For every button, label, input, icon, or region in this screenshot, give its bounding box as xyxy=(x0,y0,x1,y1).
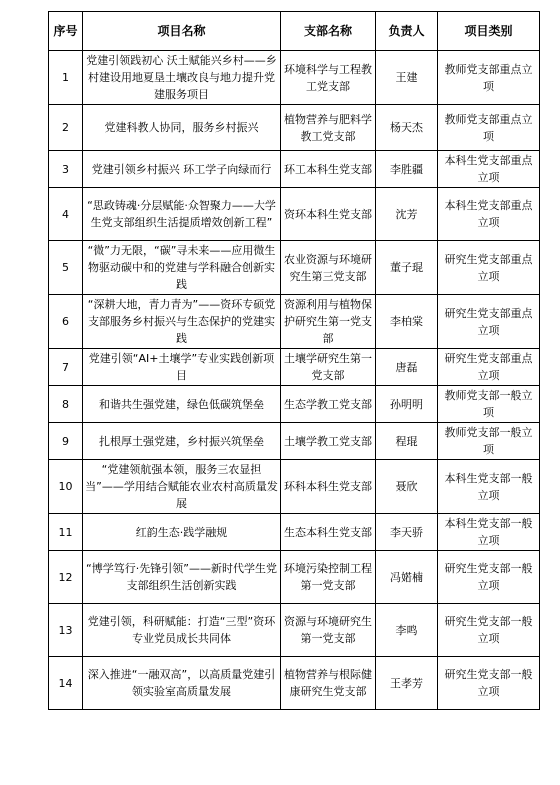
category-cell: 教师党支部重点立项 xyxy=(438,105,540,151)
row-number: 8 xyxy=(49,386,83,423)
row-number: 2 xyxy=(49,105,83,151)
category-cell: 教师党支部重点立项 xyxy=(438,51,540,105)
category-cell: 本科生党支部重点立项 xyxy=(438,151,540,188)
table-row xyxy=(49,241,540,295)
branch-name-cell: 环境科学与工程教工党支部 xyxy=(281,51,376,105)
project-name-cell: 党建引领，科研赋能：打造“三型”资环专业党员成长共同体 xyxy=(83,604,281,657)
leader-cell: 李柏棠 xyxy=(376,295,438,349)
table-row xyxy=(49,423,540,460)
leader-cell: 唐磊 xyxy=(376,349,438,386)
table-row xyxy=(49,51,540,105)
branch-name-cell: 环工本科生党支部 xyxy=(281,151,376,188)
row-number: 12 xyxy=(49,551,83,604)
project-name-cell: “党建领航强本领，服务三农显担当”——学用结合赋能农业农村高质量发展 xyxy=(83,460,281,514)
table-row xyxy=(49,514,540,551)
row-number: 14 xyxy=(49,657,83,710)
table-row xyxy=(49,349,540,386)
table-row xyxy=(49,551,540,604)
row-number: 1 xyxy=(49,51,83,105)
branch-name-cell: 环境污染控制工程第一党支部 xyxy=(281,551,376,604)
header-category: 项目类别 xyxy=(438,12,540,51)
project-name-cell: 党建引领践初心 沃土赋能兴乡村——乡村建设用地夏垦土壤改良与地力提升党建服务项目 xyxy=(83,51,281,105)
header-no: 序号 xyxy=(49,12,83,51)
header-project-name: 项目名称 xyxy=(83,12,281,51)
row-number: 7 xyxy=(49,349,83,386)
leader-cell: 杨天杰 xyxy=(376,105,438,151)
branch-name-cell: 生态本科生党支部 xyxy=(281,514,376,551)
leader-cell: 孙明明 xyxy=(376,386,438,423)
leader-cell: 李天骄 xyxy=(376,514,438,551)
category-cell: 研究生党支部一般立项 xyxy=(438,604,540,657)
row-number: 9 xyxy=(49,423,83,460)
branch-name-cell: 植物营养与肥料学教工党支部 xyxy=(281,105,376,151)
table-row xyxy=(49,460,540,514)
project-table xyxy=(48,11,540,710)
leader-cell: 程琨 xyxy=(376,423,438,460)
project-name-cell: 深入推进“一融双高”，以高质量党建引领实验室高质量发展 xyxy=(83,657,281,710)
branch-name-cell: 生态学教工党支部 xyxy=(281,386,376,423)
row-number: 6 xyxy=(49,295,83,349)
branch-name-cell: 资源利用与植物保护研究生第一党支部 xyxy=(281,295,376,349)
project-name-cell: “思政铸魂·分层赋能·众智聚力——大学生党支部组织生活提质增效创新工程” xyxy=(83,188,281,241)
table-row xyxy=(49,657,540,710)
leader-cell: 王建 xyxy=(376,51,438,105)
leader-cell: 李鸣 xyxy=(376,604,438,657)
leader-cell: 董子琨 xyxy=(376,241,438,295)
leader-cell: 聂欣 xyxy=(376,460,438,514)
project-name-cell: 扎根厚土强党建，乡村振兴筑堡垒 xyxy=(83,423,281,460)
row-number: 4 xyxy=(49,188,83,241)
row-number: 10 xyxy=(49,460,83,514)
table-row xyxy=(49,386,540,423)
branch-name-cell: 土壤学研究生第一党支部 xyxy=(281,349,376,386)
table-row xyxy=(49,604,540,657)
row-number: 5 xyxy=(49,241,83,295)
category-cell: 研究生党支部重点立项 xyxy=(438,295,540,349)
header-leader: 负责人 xyxy=(376,12,438,51)
table-header-row xyxy=(49,12,540,51)
row-number: 3 xyxy=(49,151,83,188)
header-branch-name: 支部名称 xyxy=(281,12,376,51)
category-cell: 教师党支部一般立项 xyxy=(438,423,540,460)
branch-name-cell: 资环本科生党支部 xyxy=(281,188,376,241)
project-name-cell: “微”力无限，“碳”寻未来——应用微生物驱动碳中和的党建与学科融合创新实践 xyxy=(83,241,281,295)
branch-name-cell: 资源与环境研究生第一党支部 xyxy=(281,604,376,657)
category-cell: 本科生党支部重点立项 xyxy=(438,188,540,241)
branch-name-cell: 土壤学教工党支部 xyxy=(281,423,376,460)
row-number: 13 xyxy=(49,604,83,657)
project-name-cell: “深耕大地，青力青为”——资环专硕党支部服务乡村振兴与生态保护的党建实践 xyxy=(83,295,281,349)
project-name-cell: “博学笃行·先锋引领”——新时代学生党支部组织生活创新实践 xyxy=(83,551,281,604)
leader-cell: 冯婼楠 xyxy=(376,551,438,604)
category-cell: 研究生党支部一般立项 xyxy=(438,657,540,710)
project-name-cell: 党建引领乡村振兴 环工学子向绿而行 xyxy=(83,151,281,188)
category-cell: 本科生党支部一般立项 xyxy=(438,514,540,551)
project-name-cell: 党建科教人协同，服务乡村振兴 xyxy=(83,105,281,151)
project-name-cell: 和谐共生强党建，绿色低碳筑堡垒 xyxy=(83,386,281,423)
row-number: 11 xyxy=(49,514,83,551)
category-cell: 研究生党支部一般立项 xyxy=(438,551,540,604)
category-cell: 研究生党支部重点立项 xyxy=(438,241,540,295)
leader-cell: 李胜疆 xyxy=(376,151,438,188)
table-row xyxy=(49,295,540,349)
category-cell: 研究生党支部重点立项 xyxy=(438,349,540,386)
leader-cell: 沈芳 xyxy=(376,188,438,241)
category-cell: 教师党支部一般立项 xyxy=(438,386,540,423)
branch-name-cell: 农业资源与环境研究生第三党支部 xyxy=(281,241,376,295)
branch-name-cell: 环科本科生党支部 xyxy=(281,460,376,514)
leader-cell: 王孝芳 xyxy=(376,657,438,710)
project-name-cell: 党建引领“AI+土壤学”专业实践创新项目 xyxy=(83,349,281,386)
table-body xyxy=(49,51,540,710)
table-row xyxy=(49,105,540,151)
table-row xyxy=(49,188,540,241)
project-name-cell: 红韵生态·践学融规 xyxy=(83,514,281,551)
branch-name-cell: 植物营养与根际健康研究生党支部 xyxy=(281,657,376,710)
category-cell: 本科生党支部一般立项 xyxy=(438,460,540,514)
table-row xyxy=(49,151,540,188)
